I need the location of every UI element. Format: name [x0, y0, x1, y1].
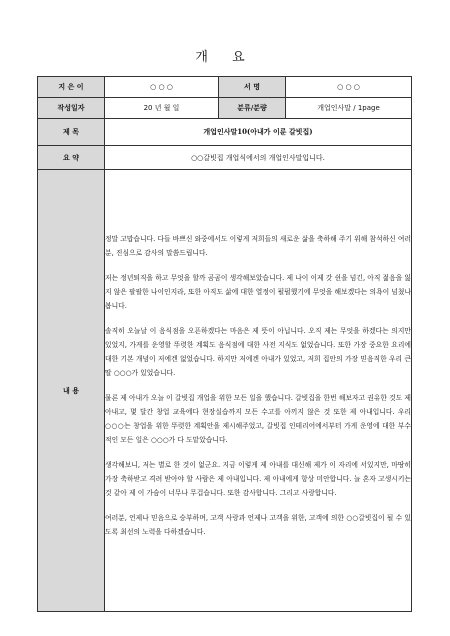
paragraph: 물론 제 아내가 오늘 이 갈빗집 개업을 위한 모든 일을 했습니다. 갈빗집을 한번 해보자고 권유한 것도 제 아내고, 몇 달간 창업 교육에다 현장실습까지 모든 수고를 아끼지 않은 것 또한 제 아내입니다. 우리 ○○○는 창업을 위한 뚜렷한 계획안을 제시해주었고, 갈빗집 인테리어에서부터 가게 운영에 대한 부수적인 모든 일은 ○○○가 다 도맡았습니다.	[105, 393, 411, 444]
content-label: 내 용	[38, 170, 105, 612]
paragraph: 여러분, 언제나 믿음으로 승부하며, 고객 사랑과 언제나 고객을 위한, 고객에 의한 ○○갈빗집이 될 수 있도록 최선의 노력을 다하겠습니다.	[105, 513, 411, 536]
paragraph: 저는 정년퇴직을 하고 무엇을 할까 곰곰이 생각해보았습니다. 제 나이 이제 갓 쉰을 넘긴, 아직 젊음을 잃지 않은 팔팔한 나이인지라, 또한 아직도 삶에 대한 열정이 펄펄했기에 무엇을 해보겠다는 의욕이 넘쳤나봅니다.	[105, 273, 412, 310]
signature-value: ○ ○ ○	[286, 77, 412, 98]
category-label: 분류/분량	[219, 98, 286, 119]
row-content	[38, 170, 412, 612]
writer-label: 지 은 이	[38, 77, 105, 98]
paragraph: 생각해보니, 저는 별로 한 것이 없군요. 지금 이렇게 제 아내를 대신해 제가 이 자리에 서있지만, 마땅히 가장 축하받고 격려 받아야 할 사람은 제 아내입니다. 제 아내에게 항상 미안합니다. 늘 혼자 고생시키는 것 같아 제 이 가슴이 너무나 무겁습니다. 또한 감사합니다. 그리고 사랑합니다.	[105, 460, 411, 497]
summary-label: 요 약	[38, 146, 105, 170]
summary-value: ○○갈빗집 개업식에서의 개업인사말입니다.	[105, 146, 412, 170]
date-value: 20 년 월 일	[105, 98, 219, 119]
date-label: 작성일자	[38, 98, 105, 119]
row-writer	[38, 77, 412, 98]
signature-label: 서 명	[219, 77, 286, 98]
category-value: 개업인사말 / 1page	[286, 98, 412, 119]
summary-table	[37, 76, 412, 612]
row-summary	[38, 146, 412, 170]
paragraph: 솔직히 오늘날 이 음식점을 오픈하겠다는 마음은 제 뜻이 아닙니다. 오직 제는 무엇을 하겠다는 의지만 있었지, 가게를 운영할 뚜렷한 계획도 음식점에 대한 사전 지식도 없었습니다. 또한 가장 중요한 요리에 대한 기본 개념이 저에겐 없었습니다. 하지만 저에겐 아내가 있었고, 저희 집안의 가장 믿음직한 우리 큰 딸 ○○○가 있었습니다.	[105, 326, 411, 377]
row-date	[38, 98, 412, 119]
writer-value: ○ ○ ○	[105, 77, 219, 98]
content-body	[105, 170, 412, 612]
subject-value: 개업인사말10(아내가 이룬 갈빗집)	[105, 119, 412, 146]
row-subject	[38, 119, 412, 146]
paragraph: 정말 고맙습니다. 다들 바쁘신 와중에서도 이렇게 저희들의 새로운 삶을 축하해 주기 위해 참석하신 여러분, 진심으로 감사의 말씀드립니다.	[105, 234, 412, 257]
document-title: 개 요	[195, 50, 255, 65]
subject-label: 제 목	[38, 119, 105, 146]
